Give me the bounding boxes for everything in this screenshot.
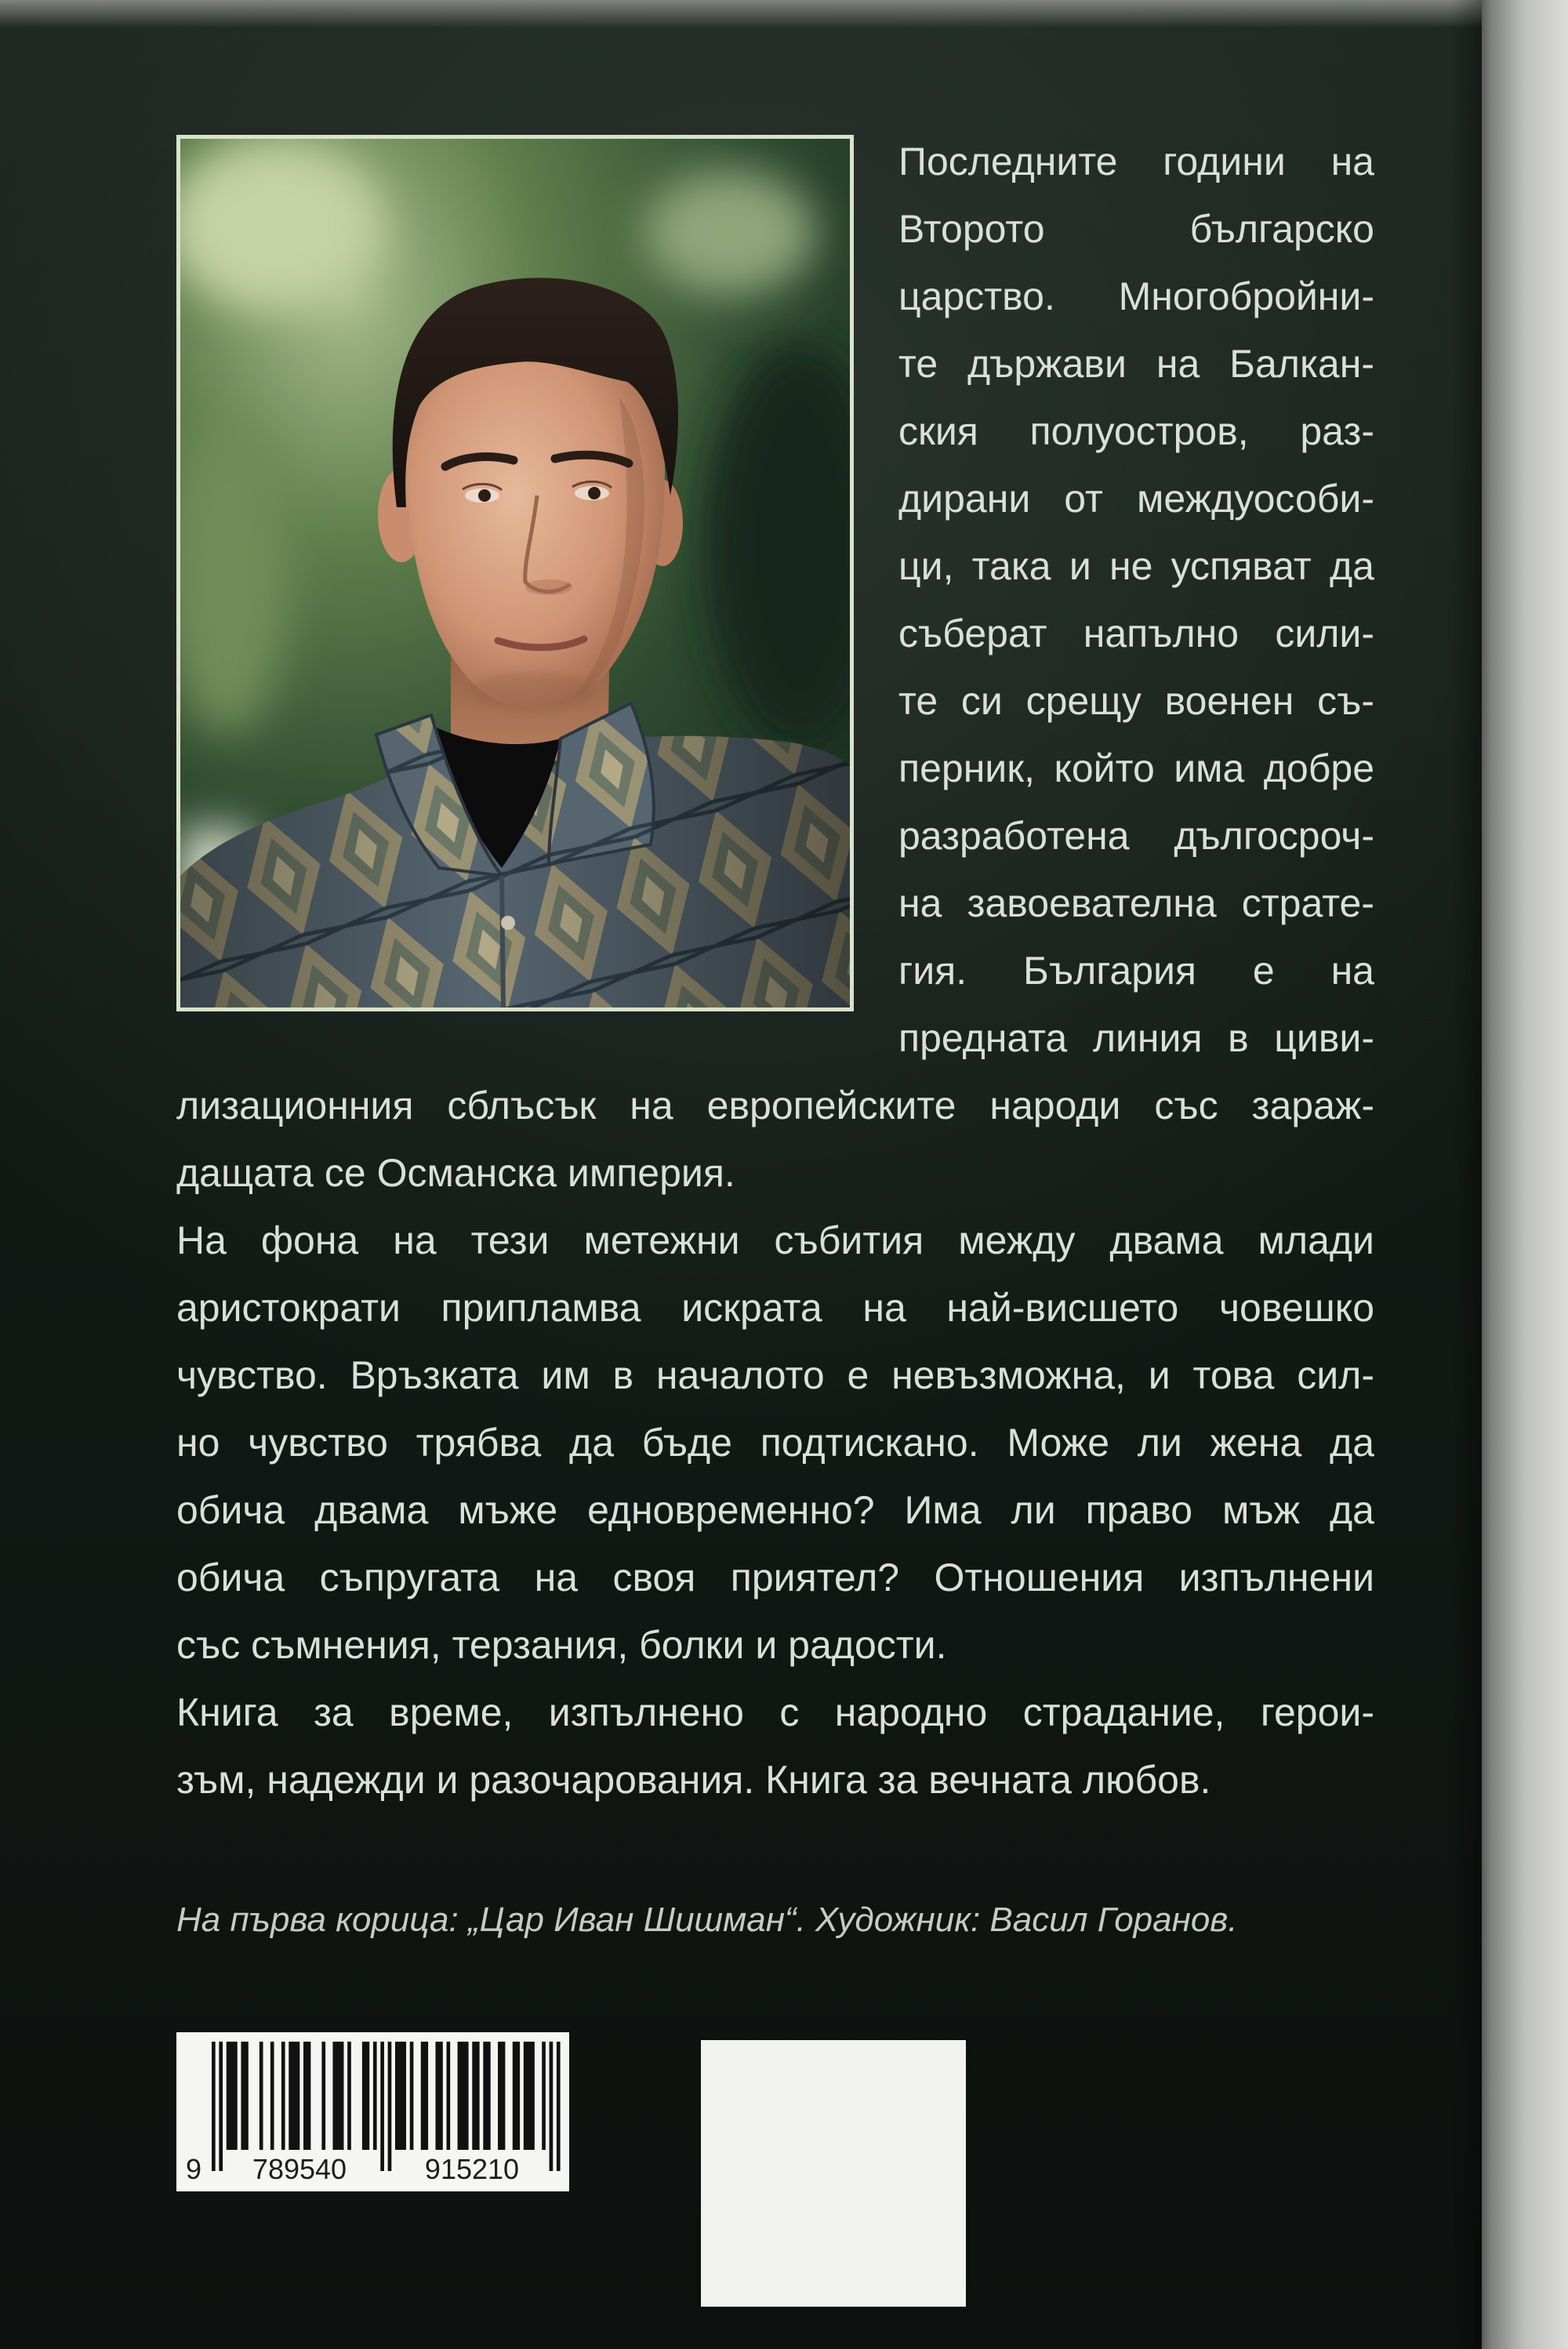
author-portrait-image (180, 139, 850, 1007)
blurb-line: разработена дългосроч- (898, 814, 1374, 858)
barcode-bar (270, 2042, 274, 2150)
barcode-bar (421, 2042, 428, 2150)
blurb-line: дирани от междуособи- (898, 477, 1374, 521)
isbn-barcode (176, 2032, 569, 2191)
blurb-line: съберат напълно сили- (898, 612, 1374, 655)
cover-right-edge (1450, 0, 1482, 2349)
blurb-line: ския полуостров, раз- (898, 409, 1374, 453)
barcode-bar (395, 2042, 406, 2150)
barcode-bar (303, 2042, 310, 2150)
blurb-line: те си срещу военен съ- (898, 679, 1374, 723)
blurb-line: зъм, надежди и разочарования. Книга за вечната любов. (176, 1758, 1211, 1802)
barcode-bar (472, 2042, 479, 2150)
barcode-bar (513, 2042, 520, 2150)
blurb-line: ци, така и не успяват да (898, 544, 1374, 588)
blurb-line: със съмнения, терзания, болки и радости. (176, 1623, 947, 1667)
barcode-bar (321, 2042, 325, 2150)
blurb-line: дащата се Османска империя. (176, 1151, 735, 1195)
barcode-bar (227, 2042, 238, 2150)
blurb-paragraph (176, 1679, 1374, 1813)
barcode-bar (219, 2042, 223, 2171)
barcode-bar (347, 2042, 351, 2150)
barcode-bar (542, 2042, 546, 2150)
blurb-line: Книга за време, изпълнено с народно страдание, герои- (176, 1690, 1374, 1734)
barcode-bar (373, 2042, 377, 2150)
barcode-first-digit: 9 (186, 2151, 201, 2187)
barcode-bar (524, 2042, 535, 2150)
barcode-left-digits: 789540 (225, 2151, 374, 2187)
blurb-line: предната линия в циви- (898, 1016, 1374, 1060)
blurb-line: те държави на Балкан- (898, 342, 1374, 386)
barcode-bar (550, 2042, 554, 2171)
blurb-paragraph (176, 1072, 1374, 1207)
barcode-bar (388, 2042, 392, 2171)
barcode-bar (447, 2042, 451, 2150)
blurb-body (176, 1072, 1374, 1813)
barcode-bar (260, 2042, 263, 2150)
blurb-line: на завоевателна страте- (898, 881, 1374, 925)
blurb-line: чувство. Връзката им в началото е невъзможна, и това сил- (176, 1353, 1374, 1397)
blurb-line: Второто българско (898, 207, 1374, 251)
blurb-line: перник, който има добре (898, 746, 1374, 790)
author-portrait (176, 135, 854, 1011)
barcode-bar (281, 2042, 285, 2150)
blurb-line: обича двама мъже едновременно? Има ли право мъж да (176, 1488, 1374, 1532)
barcode-bar (332, 2042, 343, 2150)
blurb-line: Последните години на (898, 140, 1374, 183)
blurb-line: обича съпругата на своя приятел? Отношения изпълнени (176, 1556, 1374, 1599)
blurb-line: но чувство трябва да бъде подтискано. Може ли жена да (176, 1421, 1374, 1465)
barcode-bar (362, 2042, 369, 2150)
blurb-line: лизационния сблъсък на европейските народи със зараж- (176, 1084, 1374, 1127)
barcode-bar (498, 2042, 505, 2150)
barcode-bar (483, 2042, 490, 2150)
blank-price-sticker (701, 2040, 966, 2307)
barcode-right-digits: 915210 (397, 2151, 546, 2187)
blurb-line: аристократи припламва искрата на най-висшето човешко (176, 1286, 1374, 1330)
barcode-bar (557, 2042, 561, 2171)
barcode-bar (410, 2042, 414, 2150)
barcode-bar (212, 2042, 216, 2171)
blurb-line: гия. България е на (898, 949, 1374, 993)
barcode-bar (241, 2042, 248, 2150)
cover-top-edge (0, 0, 1482, 28)
barcode-bar (380, 2042, 384, 2171)
blurb-paragraph (176, 1207, 1374, 1679)
barcode-bar (289, 2042, 299, 2150)
blurb-line: царство. Многобройни- (898, 274, 1374, 318)
blurb-column (898, 128, 1374, 1072)
barcode-bar (458, 2042, 469, 2150)
blurb-line: На фона на тези метежни събития между двама млади (176, 1218, 1374, 1262)
barcode-bar (435, 2042, 442, 2150)
cover-art-credit: На първа корица: „Цар Иван Шишман“. Художник: Васил Горанов. (176, 1901, 1238, 1939)
